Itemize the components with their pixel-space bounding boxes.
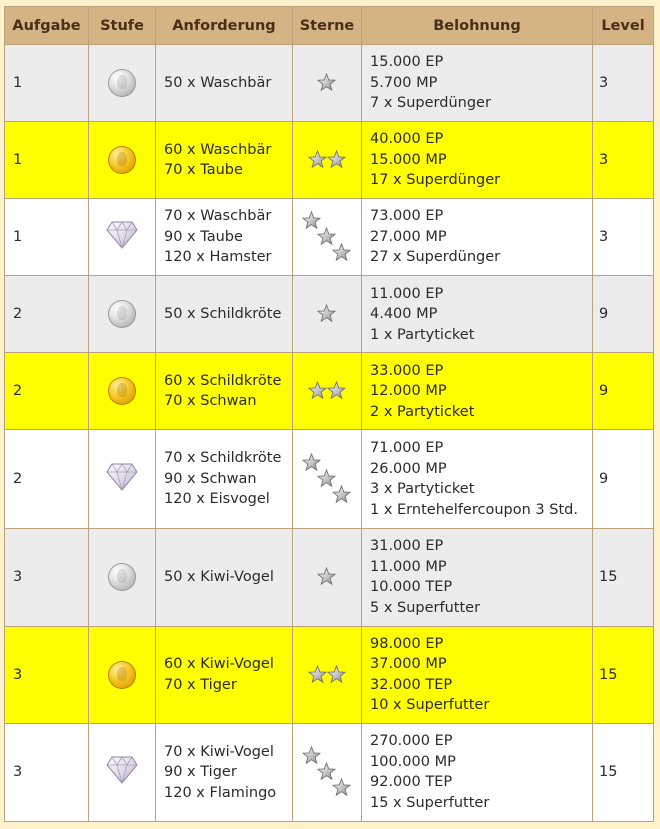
cell-sterne [293,626,362,723]
cell-level: 15 [593,723,654,821]
reward-line: 98.000 EP [370,635,444,652]
diamond-icon [106,754,138,791]
reward-line: 5.700 MP [370,74,438,91]
cell-aufgabe: 1 [5,122,89,199]
table-row [5,430,654,528]
cell-stufe [89,122,156,199]
cell-aufgabe: 1 [5,199,89,276]
cell-belohnung [362,528,593,626]
requirement-line: 70 x Tiger [164,676,237,693]
star-rating [302,453,352,505]
cell-stufe [89,45,156,122]
requirement-line: 60 x Waschbär [164,141,272,158]
cell-stufe [89,276,156,353]
gold-medal-icon [108,661,136,689]
header-belohnung: Belohnung [362,7,593,45]
reward-line: 11.000 EP [370,285,444,302]
table-header-row [5,7,654,45]
cell-stufe [89,430,156,528]
reward-line: 10 x Superfutter [370,697,490,714]
table-row [5,122,654,199]
reward-line: 37.000 MP [370,656,447,673]
reward-line: 31.000 EP [370,538,444,555]
reward-line: 73.000 EP [370,208,444,225]
cell-sterne [293,45,362,122]
cell-belohnung [362,276,593,353]
requirement-line: 90 x Tiger [164,764,237,781]
header-stufe: Stufe [89,7,156,45]
table-row [5,353,654,430]
star-rating [317,73,337,93]
cell-level: 9 [593,430,654,528]
reward-line: 2 x Partyticket [370,403,475,420]
cell-sterne [293,723,362,821]
cell-sterne [293,430,362,528]
requirement-line: 70 x Schildkröte [164,450,282,467]
table-row [5,45,654,122]
reward-line: 3 x Partyticket [370,481,475,498]
silver-medal-icon [108,300,136,328]
cell-anforderung [156,723,293,821]
cell-stufe [89,626,156,723]
cell-level: 3 [593,199,654,276]
star-rating [307,150,347,170]
cell-sterne [293,276,362,353]
reward-line: 11.000 MP [370,558,447,575]
header-level: Level [593,7,654,45]
reward-line: 4.400 MP [370,306,438,323]
cell-anforderung [156,199,293,276]
reward-line: 270.000 EP [370,733,453,750]
table-row [5,276,654,353]
cell-aufgabe: 2 [5,430,89,528]
cell-aufgabe: 3 [5,626,89,723]
gold-medal-icon [108,146,136,174]
cell-belohnung [362,626,593,723]
reward-line: 5 x Superfutter [370,599,481,616]
cell-belohnung [362,353,593,430]
table-row [5,199,654,276]
cell-belohnung [362,45,593,122]
reward-line: 32.000 TEP [370,676,453,693]
requirement-line: 50 x Kiwi-Vogel [164,568,274,585]
silver-medal-icon [108,563,136,591]
cell-sterne [293,353,362,430]
reward-line: 100.000 MP [370,753,456,770]
cell-level: 9 [593,353,654,430]
requirement-line: 60 x Kiwi-Vogel [164,656,274,673]
requirement-line: 120 x Hamster [164,249,272,266]
cell-anforderung [156,276,293,353]
reward-line: 17 x Superdünger [370,172,501,189]
diamond-icon [106,219,138,256]
header-anforderung: Anforderung [156,7,293,45]
cell-belohnung [362,723,593,821]
cell-stufe [89,199,156,276]
cell-anforderung [156,430,293,528]
table-row [5,626,654,723]
cell-anforderung [156,45,293,122]
star-rating [302,211,352,263]
reward-line: 71.000 EP [370,440,444,457]
reward-line: 10.000 TEP [370,579,453,596]
star-rating [307,381,347,401]
requirement-line: 120 x Eisvogel [164,491,270,508]
header-sterne: Sterne [293,7,362,45]
reward-line: 40.000 EP [370,131,444,148]
cell-level: 3 [593,45,654,122]
star-rating [307,665,347,685]
star-rating [302,746,352,798]
star-rating [317,567,337,587]
requirement-line: 120 x Flamingo [164,784,277,801]
reward-line: 15 x Superfutter [370,794,490,811]
quest-table [4,6,654,822]
cell-anforderung [156,122,293,199]
diamond-icon [106,461,138,498]
table-row [5,528,654,626]
requirement-line: 70 x Taube [164,162,243,179]
cell-aufgabe: 1 [5,45,89,122]
requirement-line: 70 x Kiwi-Vogel [164,743,274,760]
cell-sterne [293,122,362,199]
cell-level: 3 [593,122,654,199]
requirement-line: 90 x Schwan [164,470,257,487]
reward-line: 26.000 MP [370,460,447,477]
cell-belohnung [362,199,593,276]
header-aufgabe: Aufgabe [5,7,89,45]
cell-sterne [293,199,362,276]
reward-line: 12.000 MP [370,383,447,400]
requirement-line: 70 x Schwan [164,393,257,410]
cell-level: 9 [593,276,654,353]
cell-belohnung [362,430,593,528]
cell-aufgabe: 3 [5,723,89,821]
cell-sterne [293,528,362,626]
reward-line: 27.000 MP [370,228,447,245]
cell-aufgabe: 2 [5,276,89,353]
requirement-line: 60 x Schildkröte [164,372,282,389]
cell-level: 15 [593,528,654,626]
reward-line: 1 x Erntehelfercoupon 3 Std. [370,501,578,518]
reward-line: 33.000 EP [370,362,444,379]
requirement-line: 70 x Waschbär [164,208,272,225]
star-rating [317,304,337,324]
requirement-line: 90 x Taube [164,228,243,245]
cell-stufe [89,723,156,821]
cell-aufgabe: 2 [5,353,89,430]
cell-stufe [89,528,156,626]
silver-medal-icon [108,69,136,97]
cell-anforderung [156,626,293,723]
reward-line: 27 x Superdünger [370,249,501,266]
table-row [5,723,654,821]
reward-line: 15.000 MP [370,151,447,168]
cell-anforderung [156,528,293,626]
cell-stufe [89,353,156,430]
gold-medal-icon [108,377,136,405]
cell-anforderung [156,353,293,430]
reward-line: 92.000 TEP [370,774,453,791]
cell-level: 15 [593,626,654,723]
cell-aufgabe: 3 [5,528,89,626]
requirement-line: 50 x Schildkröte [164,306,282,323]
cell-belohnung [362,122,593,199]
reward-line: 1 x Partyticket [370,326,475,343]
reward-line: 7 x Superdünger [370,95,491,112]
reward-line: 15.000 EP [370,54,444,71]
requirement-line: 50 x Waschbär [164,74,272,91]
